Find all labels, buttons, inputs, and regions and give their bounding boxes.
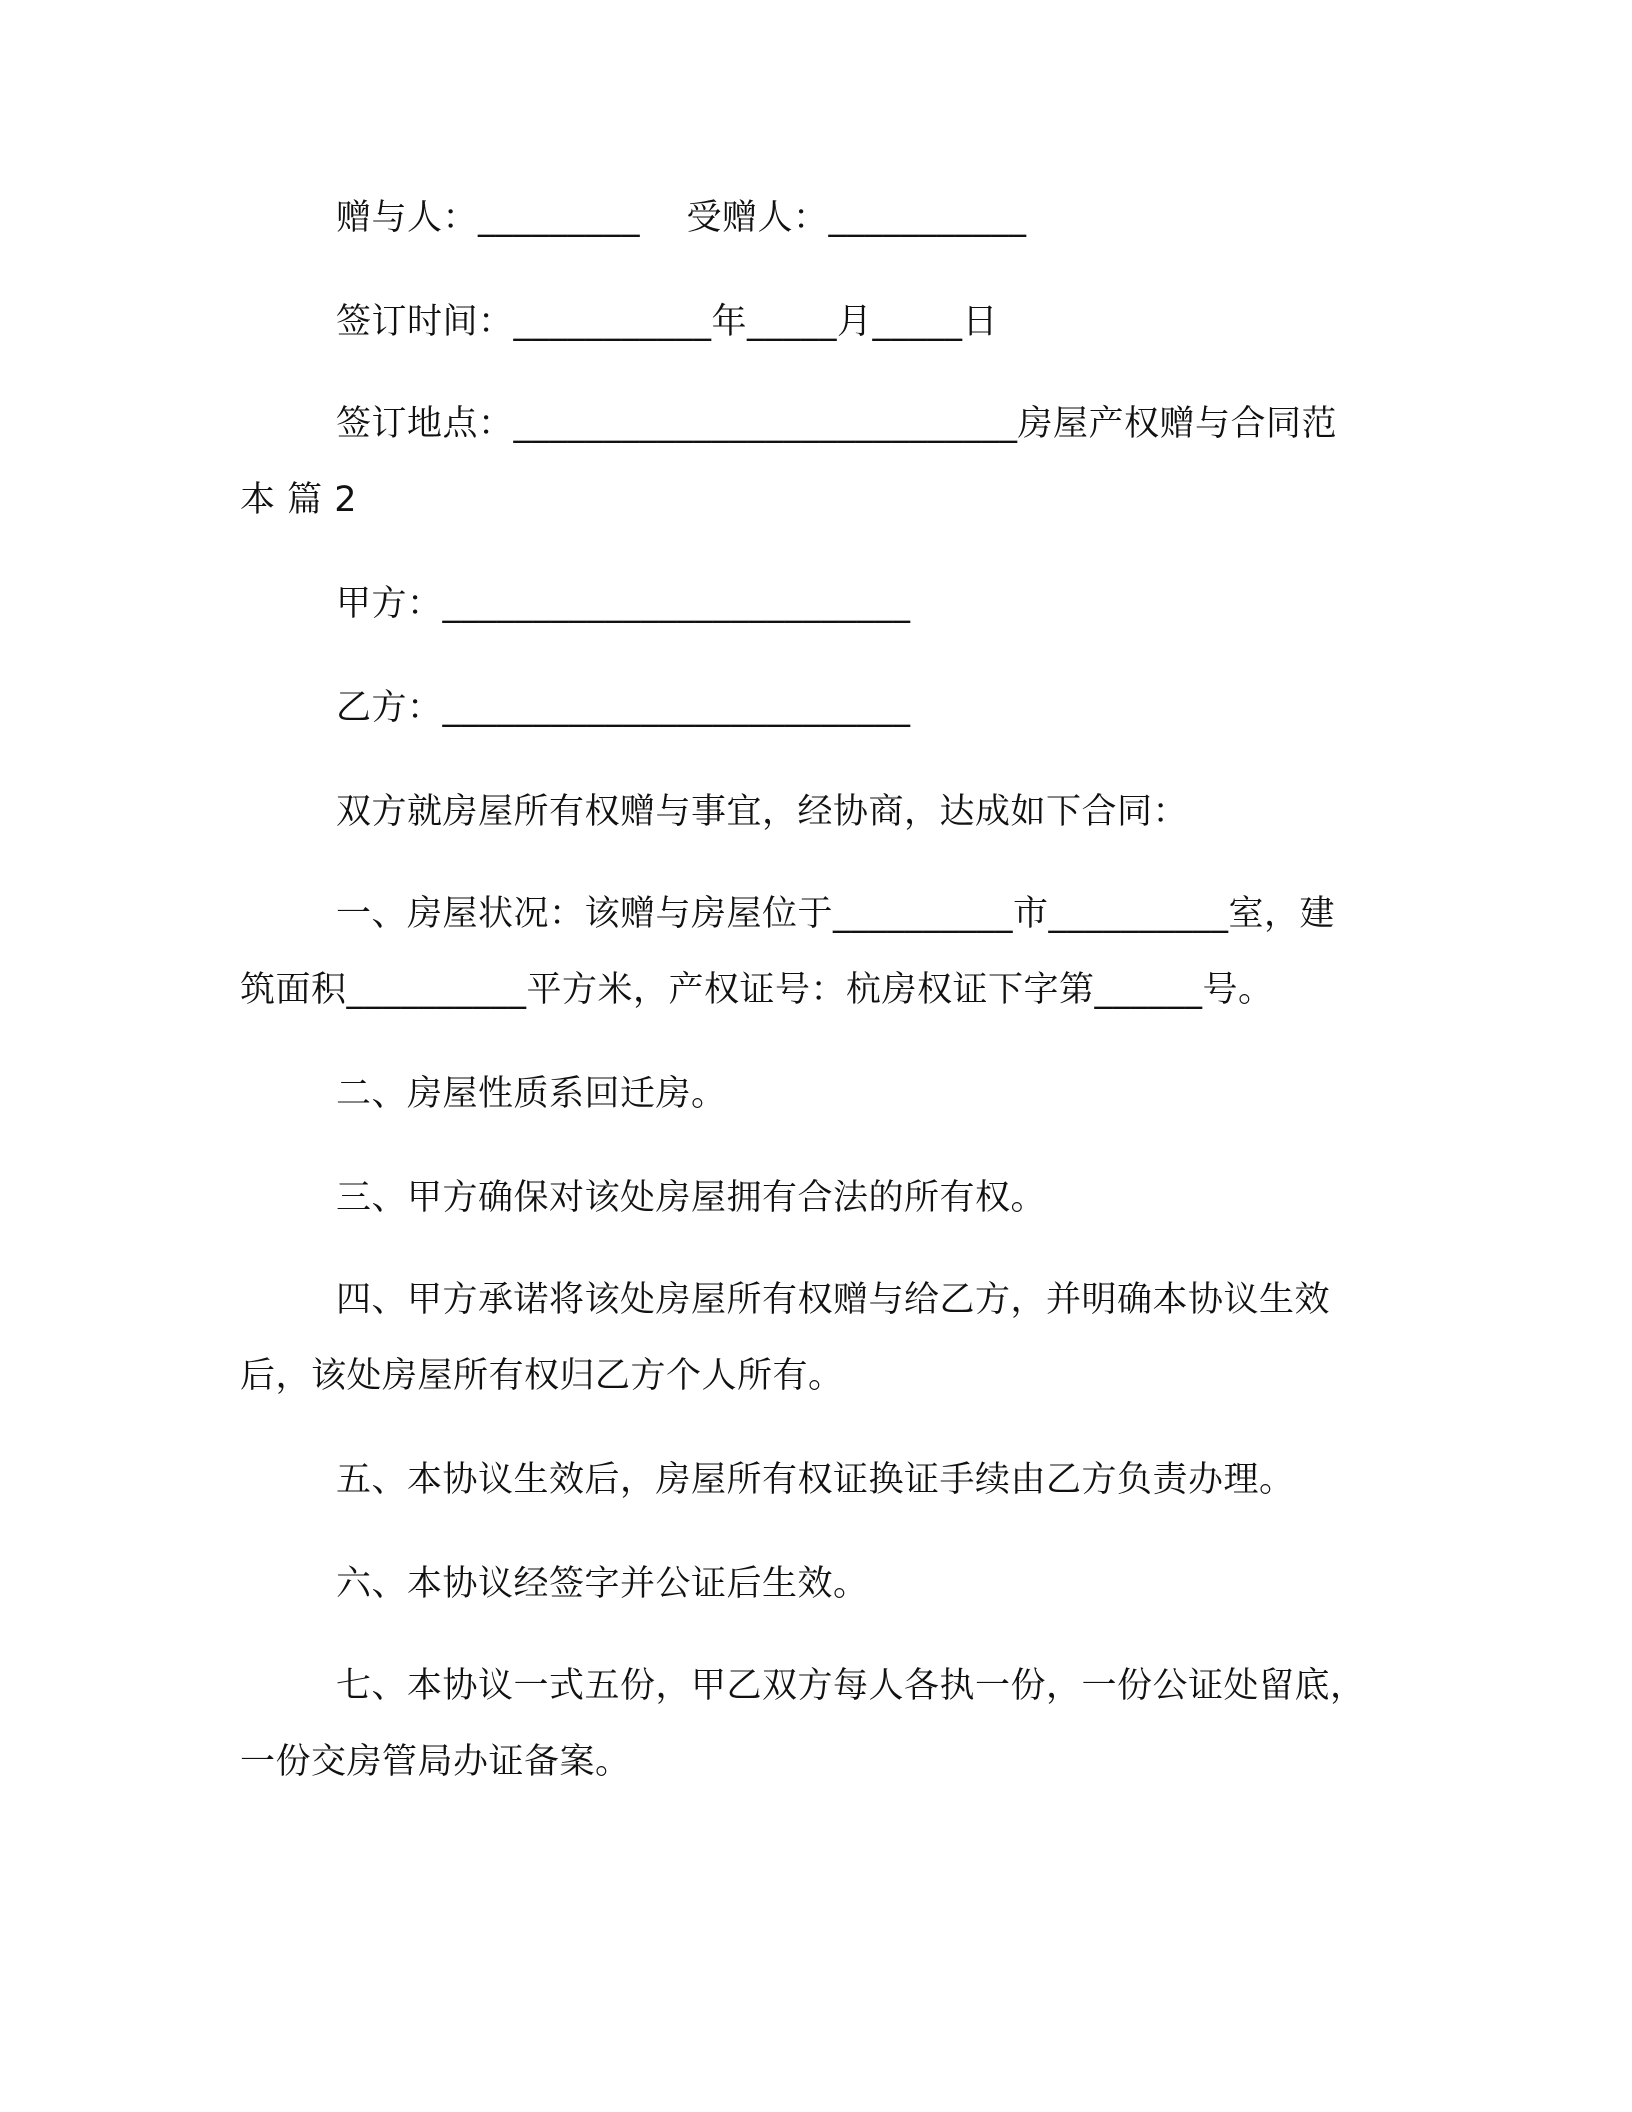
clause-2: 二、房屋性质系回迁房。 bbox=[336, 1074, 727, 1114]
party-a-line: 甲方：__________________________ bbox=[336, 584, 911, 624]
party-b-line: 乙方：__________________________ bbox=[336, 688, 911, 728]
clause-6: 六、本协议经签字并公证后生效。 bbox=[336, 1564, 869, 1604]
donor-recipient-line: 赠与人：_________ 受赠人：___________ bbox=[336, 198, 1027, 238]
clause-4-line-2: 后，该处房屋所有权归乙方个人所有。 bbox=[240, 1356, 844, 1396]
clause-7-line-1: 七、本协议一式五份，甲乙双方每人各执一份，一份公证处留底， bbox=[336, 1666, 1366, 1706]
clause-7-line-2: 一份交房管局办证备案。 bbox=[240, 1742, 631, 1782]
signing-place-line: 签订地点：____________________________房屋产权赠与合同范 bbox=[336, 404, 1338, 444]
section-heading: 本 篇 2 bbox=[240, 480, 358, 520]
preamble-paragraph: 双方就房屋所有权赠与事宜，经协商，达成如下合同： bbox=[336, 792, 1189, 832]
clause-5: 五、本协议生效后，房屋所有权证换证手续由乙方负责办理。 bbox=[336, 1460, 1295, 1500]
clause-4-line-1: 四、甲方承诺将该处房屋所有权赠与给乙方，并明确本协议生效 bbox=[336, 1280, 1331, 1320]
clause-1-line-2: 筑面积__________平方米，产权证号：杭房权证下字第______号。 bbox=[240, 970, 1274, 1010]
clause-3: 三、甲方确保对该处房屋拥有合法的所有权。 bbox=[336, 1178, 1047, 1218]
signing-date-line: 签订时间：___________年_____月_____日 bbox=[336, 302, 999, 342]
clause-1-line-1: 一、房屋状况：该赠与房屋位于__________市__________室，建 bbox=[336, 894, 1336, 934]
